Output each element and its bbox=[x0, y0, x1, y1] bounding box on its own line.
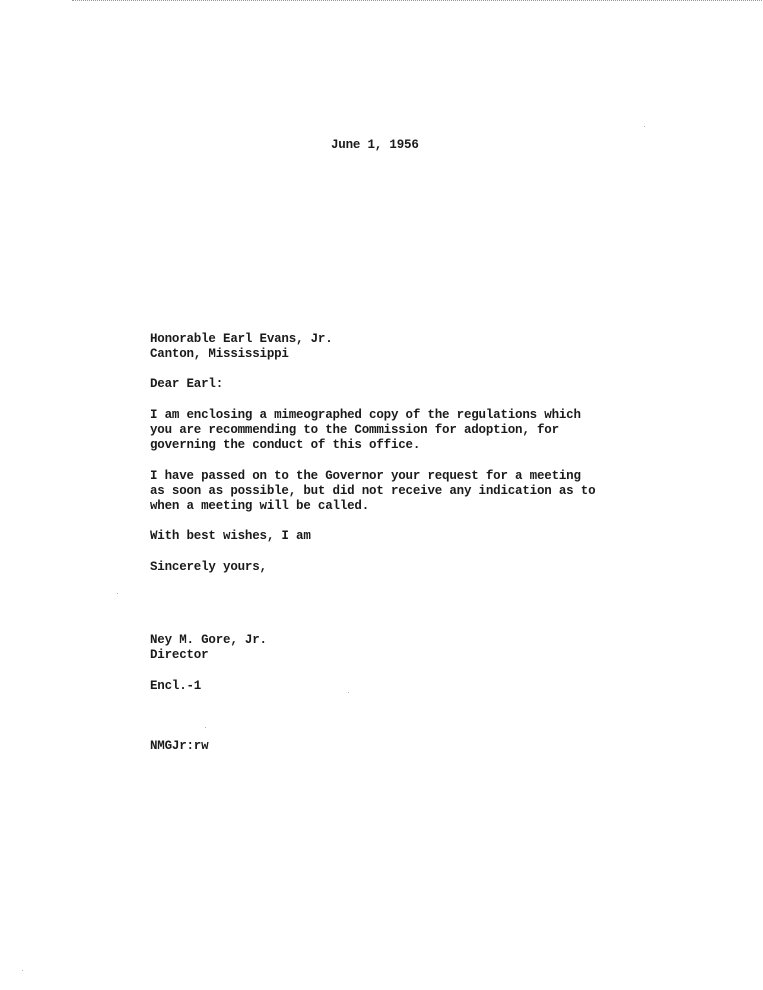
paragraph-line: governing the conduct of this office. bbox=[150, 438, 421, 452]
scan-speck bbox=[117, 593, 118, 594]
paragraph-line: you are recommending to the Commission for adoption, for bbox=[150, 423, 559, 437]
paragraph-line: when a meeting will be called. bbox=[150, 499, 370, 513]
letter-date: June 1, 1956 bbox=[331, 138, 419, 152]
paragraph-line: I have passed on to the Governor your request for a meeting bbox=[150, 469, 581, 483]
paragraph-line: I am enclosing a mimeographed copy of the regulations which bbox=[150, 408, 581, 422]
reference-initials: NMGJr:rw bbox=[150, 739, 209, 753]
paragraph-meeting-request bbox=[150, 469, 595, 514]
scan-speck bbox=[644, 126, 645, 127]
recipient-name: Honorable Earl Evans, Jr. bbox=[150, 332, 333, 346]
signer-title: Director bbox=[150, 648, 209, 662]
enclosure-note: Encl.-1 bbox=[150, 679, 202, 693]
paragraph-line: With best wishes, I am bbox=[150, 529, 311, 543]
scan-speck bbox=[22, 970, 23, 971]
complimentary-closing: Sincerely yours, bbox=[150, 560, 267, 574]
scan-speck bbox=[205, 727, 206, 728]
paragraph-enclosure bbox=[150, 408, 581, 453]
paragraph-line: as soon as possible, but did not receive any indication as to bbox=[150, 484, 596, 498]
scan-speck bbox=[348, 692, 349, 693]
paragraph-best-wishes bbox=[150, 529, 311, 544]
recipient-location: Canton, Mississippi bbox=[150, 347, 289, 361]
signer-name: Ney M. Gore, Jr. bbox=[150, 633, 267, 647]
salutation: Dear Earl: bbox=[150, 377, 224, 391]
